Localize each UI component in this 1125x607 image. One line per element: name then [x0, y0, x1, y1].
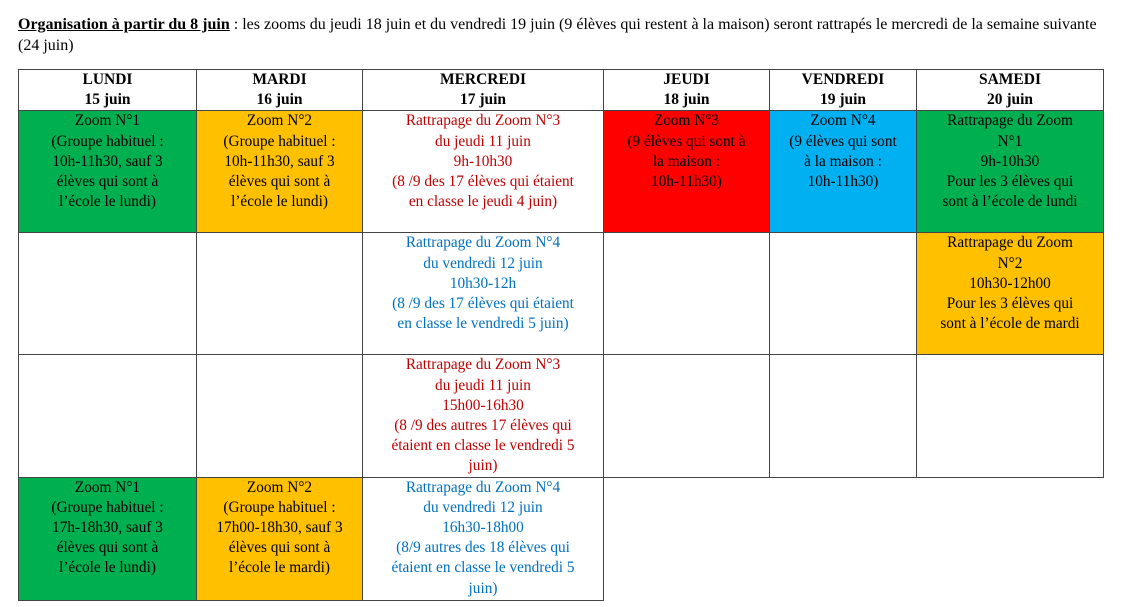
schedule-row [19, 355, 1104, 477]
cell-lundi-zoom1-morning: Zoom N°1 (Groupe habituel : 10h-11h30, sauf 3 élèves qui sont à l’école le lundi) [19, 111, 197, 233]
cell-empty [770, 233, 917, 355]
header-mardi: MARDI 16 juin [197, 70, 363, 111]
cell-empty [770, 355, 917, 477]
cell-mardi-zoom2-evening: Zoom N°2 (Groupe habituel : 17h00-18h30, sauf 3 élèves qui sont à l’école le mardi) [197, 477, 363, 600]
cell-blank [604, 477, 770, 600]
header-samedi: SAMEDI 20 juin [917, 70, 1104, 111]
cell-empty [604, 355, 770, 477]
cell-vendredi-zoom4: Zoom N°4 (9 élèves qui sont à la maison : 10h-11h30) [770, 111, 917, 233]
header-mercredi: MERCREDI 17 juin [363, 70, 604, 111]
schedule-row [19, 477, 1104, 600]
cell-empty [197, 355, 363, 477]
intro-paragraph [18, 14, 1108, 56]
cell-jeudi-zoom3: Zoom N°3 (9 élèves qui sont à la maison : 10h-11h30) [604, 111, 770, 233]
intro-text: : les zooms du jeudi 18 juin et du vendredi 19 juin (9 élèves qui restent à la maison) seront rattrapés le mercredi de la semaine suivante (24 juin) [18, 16, 1097, 54]
cell-blank [917, 477, 1104, 600]
cell-mercredi-rattrapage-zoom4-evening: Rattrapage du Zoom N°4 du vendredi 12 juin 16h30-18h00 (8/9 autres des 18 élèves qui étaient en classe le vendredi 5 juin) [363, 477, 604, 600]
cell-mercredi-rattrapage-zoom3-afternoon: Rattrapage du Zoom N°3 du jeudi 11 juin 15h00-16h30 (8 /9 des autres 17 élèves qui étaient en classe le vendredi 5 juin) [363, 355, 604, 477]
schedule-row [19, 233, 1104, 355]
header-lundi: LUNDI 15 juin [19, 70, 197, 111]
cell-empty [917, 355, 1104, 477]
schedule-row [19, 111, 1104, 233]
cell-empty [19, 355, 197, 477]
schedule-table [18, 69, 1104, 601]
cell-mardi-zoom2-morning: Zoom N°2 (Groupe habituel : 10h-11h30, sauf 3 élèves qui sont à l’école le lundi) [197, 111, 363, 233]
header-jeudi: JEUDI 18 juin [604, 70, 770, 111]
header-row [19, 70, 1104, 111]
cell-samedi-rattrapage-zoom2: Rattrapage du Zoom N°2 10h30-12h00 Pour les 3 élèves qui sont à l’école de mardi [917, 233, 1104, 355]
cell-blank [770, 477, 917, 600]
cell-empty [197, 233, 363, 355]
cell-empty [19, 233, 197, 355]
cell-mercredi-rattrapage-zoom4-morning: Rattrapage du Zoom N°4 du vendredi 12 juin 10h30-12h (8 /9 des 17 élèves qui étaient en classe le vendredi 5 juin) [363, 233, 604, 355]
cell-lundi-zoom1-evening: Zoom N°1 (Groupe habituel : 17h-18h30, sauf 3 élèves qui sont à l’école le lundi) [19, 477, 197, 600]
header-vendredi: VENDREDI 19 juin [770, 70, 917, 111]
cell-empty [604, 233, 770, 355]
intro-lead: Organisation à partir du 8 juin [18, 16, 230, 33]
cell-samedi-rattrapage-zoom1: Rattrapage du Zoom N°1 9h-10h30 Pour les 3 élèves qui sont à l’école de lundi [917, 111, 1104, 233]
cell-mercredi-rattrapage-zoom3-morning: Rattrapage du Zoom N°3 du jeudi 11 juin 9h-10h30 (8 /9 des 17 élèves qui étaient en classe le jeudi 4 juin) [363, 111, 604, 233]
